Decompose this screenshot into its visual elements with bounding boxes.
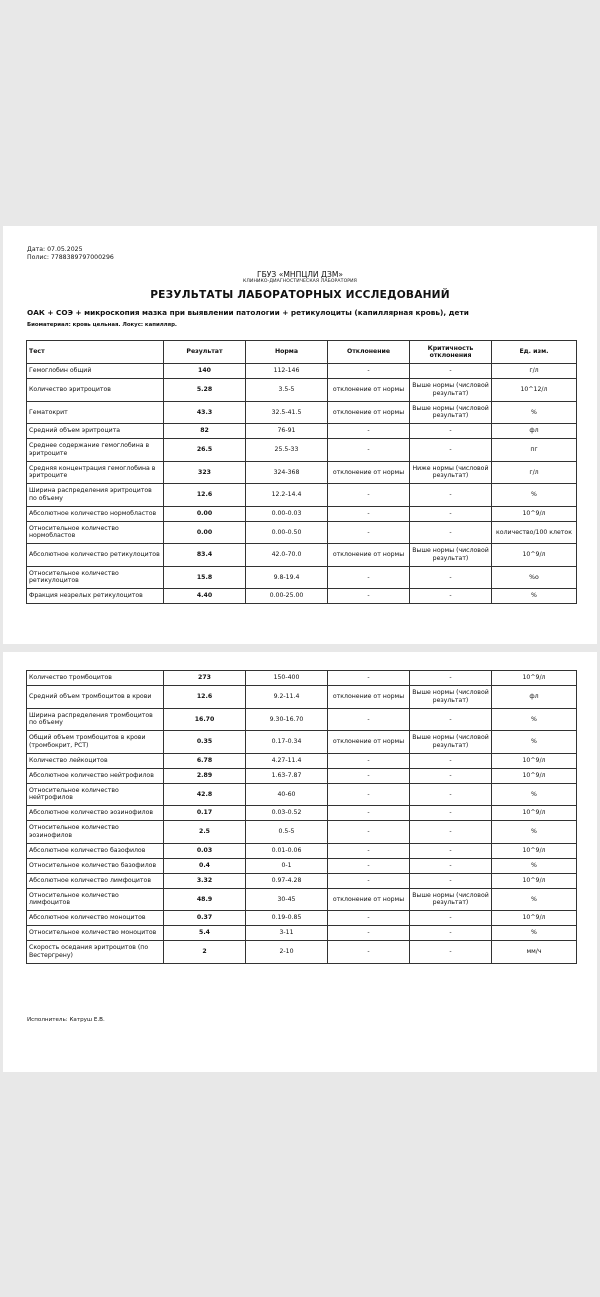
- norm-cell: 42.0-70.0: [246, 544, 328, 567]
- table-row: [27, 911, 577, 926]
- test-name-cell: Абсолютное количество лимфоцитов: [27, 873, 164, 888]
- criticality-cell: -: [410, 364, 492, 379]
- criticality-cell: -: [410, 506, 492, 521]
- criticality-cell: -: [410, 941, 492, 964]
- test-name-cell: Ширина распределения эритроцитов по объему: [27, 484, 164, 507]
- table-row: [27, 783, 577, 806]
- result-cell: 48.9: [164, 888, 246, 911]
- criticality-cell: -: [410, 806, 492, 821]
- norm-cell: 0.00-0.03: [246, 506, 328, 521]
- test-name-cell: Относительное количество базофилов: [27, 858, 164, 873]
- unit-cell: %: [492, 401, 577, 424]
- norm-cell: 32.5-41.5: [246, 401, 328, 424]
- norm-cell: 0.97-4.28: [246, 873, 328, 888]
- result-cell: 26.5: [164, 439, 246, 462]
- table-row: [27, 424, 577, 439]
- criticality-cell: -: [410, 671, 492, 686]
- deviation-cell: -: [328, 873, 410, 888]
- norm-cell: 0.01-0.06: [246, 843, 328, 858]
- criticality-cell: -: [410, 783, 492, 806]
- result-cell: 0.37: [164, 911, 246, 926]
- result-cell: 323: [164, 461, 246, 484]
- test-name-cell: Относительное количество нормобластов: [27, 521, 164, 544]
- result-cell: 2.89: [164, 768, 246, 783]
- unit-cell: %: [492, 589, 577, 604]
- result-cell: 15.8: [164, 566, 246, 589]
- deviation-cell: -: [328, 589, 410, 604]
- deviation-cell: отклонение от нормы: [328, 731, 410, 754]
- test-name-cell: Абсолютное количество эозинофилов: [27, 806, 164, 821]
- deviation-cell: -: [328, 439, 410, 462]
- norm-cell: 0.17-0.34: [246, 731, 328, 754]
- deviation-cell: -: [328, 506, 410, 521]
- unit-cell: количество/100 клеток: [492, 521, 577, 544]
- deviation-cell: -: [328, 424, 410, 439]
- unit-cell: %: [492, 731, 577, 754]
- biomaterial-info: Биоматериал: кровь цельная. Локус: капилляр.: [27, 322, 177, 328]
- unit-cell: %: [492, 858, 577, 873]
- norm-cell: 3-11: [246, 926, 328, 941]
- norm-cell: 1.63-7.87: [246, 768, 328, 783]
- result-cell: 140: [164, 364, 246, 379]
- norm-cell: 9.2-11.4: [246, 686, 328, 709]
- table-row: [27, 544, 577, 567]
- result-cell: 12.6: [164, 484, 246, 507]
- test-name-cell: Количество лейкоцитов: [27, 753, 164, 768]
- deviation-cell: -: [328, 566, 410, 589]
- deviation-cell: -: [328, 671, 410, 686]
- study-name: ОАК + СОЭ + микроскопия мазка при выявлении патологии + ретикулоциты (капиллярная кровь), дети: [27, 308, 469, 317]
- test-name-cell: Абсолютное количество ретикулоцитов: [27, 544, 164, 567]
- report-title: РЕЗУЛЬТАТЫ ЛАБОРАТОРНЫХ ИССЛЕДОВАНИЙ: [150, 289, 450, 301]
- deviation-cell: -: [328, 926, 410, 941]
- norm-cell: 9.8-19.4: [246, 566, 328, 589]
- table-row: [27, 461, 577, 484]
- report-date: Дата: 07.05.2025: [27, 246, 83, 253]
- column-header-unit: Ед. изм.: [492, 341, 577, 364]
- unit-cell: %: [492, 926, 577, 941]
- test-name-cell: Относительное количество эозинофилов: [27, 821, 164, 844]
- unit-cell: 10^9/л: [492, 671, 577, 686]
- unit-cell: 10^9/л: [492, 544, 577, 567]
- criticality-cell: -: [410, 424, 492, 439]
- norm-cell: 0.19-0.85: [246, 911, 328, 926]
- table-row: [27, 401, 577, 424]
- result-cell: 12.6: [164, 686, 246, 709]
- unit-cell: 10^9/л: [492, 768, 577, 783]
- result-cell: 273: [164, 671, 246, 686]
- criticality-cell: Ниже нормы (числовой результат): [410, 461, 492, 484]
- deviation-cell: -: [328, 783, 410, 806]
- unit-cell: %: [492, 888, 577, 911]
- test-name-cell: Ширина распределения тромбоцитов по объему: [27, 708, 164, 731]
- deviation-cell: -: [328, 911, 410, 926]
- criticality-cell: -: [410, 911, 492, 926]
- table-row: [27, 506, 577, 521]
- test-name-cell: Средний объем тромбоцитов в крови: [27, 686, 164, 709]
- unit-cell: %: [492, 821, 577, 844]
- table-row: [27, 671, 577, 686]
- criticality-cell: -: [410, 753, 492, 768]
- criticality-cell: Выше нормы (числовой результат): [410, 379, 492, 402]
- norm-cell: 112-146: [246, 364, 328, 379]
- test-name-cell: Относительное количество ретикулоцитов: [27, 566, 164, 589]
- unit-cell: пг: [492, 439, 577, 462]
- unit-cell: г/л: [492, 461, 577, 484]
- unit-cell: 10^12/л: [492, 379, 577, 402]
- criticality-cell: -: [410, 708, 492, 731]
- result-cell: 5.4: [164, 926, 246, 941]
- test-name-cell: Фракция незрелых ретикулоцитов: [27, 589, 164, 604]
- table-header-row: [27, 341, 577, 364]
- norm-cell: 150-400: [246, 671, 328, 686]
- column-header-criticality: Критичность отклонения: [410, 341, 492, 364]
- result-cell: 0.00: [164, 521, 246, 544]
- test-name-cell: Относительное количество нейтрофилов: [27, 783, 164, 806]
- deviation-cell: отклонение от нормы: [328, 461, 410, 484]
- executor-name: Исполнитель: Катруш Е.В.: [27, 1017, 105, 1023]
- unit-cell: 10^9/л: [492, 873, 577, 888]
- table-row: [27, 731, 577, 754]
- unit-cell: %: [492, 708, 577, 731]
- deviation-cell: -: [328, 753, 410, 768]
- criticality-cell: -: [410, 843, 492, 858]
- test-name-cell: Количество эритроцитов: [27, 379, 164, 402]
- norm-cell: 0.00-25.00: [246, 589, 328, 604]
- test-name-cell: Абсолютное количество нейтрофилов: [27, 768, 164, 783]
- organization-name: ГБУЗ «МНПЦЛИ ДЗМ»: [256, 270, 344, 279]
- results-table-2: [26, 670, 577, 964]
- table-row: [27, 926, 577, 941]
- norm-cell: 76-91: [246, 424, 328, 439]
- result-cell: 5.28: [164, 379, 246, 402]
- criticality-cell: Выше нормы (числовой результат): [410, 401, 492, 424]
- criticality-cell: -: [410, 873, 492, 888]
- table-row: [27, 941, 577, 964]
- criticality-cell: Выше нормы (числовой результат): [410, 686, 492, 709]
- test-name-cell: Количество тромбоцитов: [27, 671, 164, 686]
- table-row: [27, 753, 577, 768]
- result-cell: 0.4: [164, 858, 246, 873]
- criticality-cell: -: [410, 768, 492, 783]
- test-name-cell: Абсолютное количество нормобластов: [27, 506, 164, 521]
- unit-cell: 10^9/л: [492, 506, 577, 521]
- result-cell: 4.40: [164, 589, 246, 604]
- column-header-deviation: Отклонение: [328, 341, 410, 364]
- table-row: [27, 484, 577, 507]
- deviation-cell: -: [328, 521, 410, 544]
- unit-cell: г/л: [492, 364, 577, 379]
- test-name-cell: Абсолютное количество моноцитов: [27, 911, 164, 926]
- result-cell: 43.3: [164, 401, 246, 424]
- result-cell: 3.32: [164, 873, 246, 888]
- norm-cell: 12.2-14.4: [246, 484, 328, 507]
- deviation-cell: отклонение от нормы: [328, 888, 410, 911]
- result-cell: 6.78: [164, 753, 246, 768]
- unit-cell: фл: [492, 686, 577, 709]
- result-cell: 82: [164, 424, 246, 439]
- deviation-cell: -: [328, 858, 410, 873]
- norm-cell: 0.03-0.52: [246, 806, 328, 821]
- norm-cell: 0.00-0.50: [246, 521, 328, 544]
- criticality-cell: -: [410, 589, 492, 604]
- deviation-cell: -: [328, 484, 410, 507]
- deviation-cell: -: [328, 941, 410, 964]
- result-cell: 16.70: [164, 708, 246, 731]
- deviation-cell: -: [328, 806, 410, 821]
- test-name-cell: Гемоглобин общий: [27, 364, 164, 379]
- result-cell: 0.17: [164, 806, 246, 821]
- result-cell: 2.5: [164, 821, 246, 844]
- test-name-cell: Среднее содержание гемоглобина в эритроците: [27, 439, 164, 462]
- unit-cell: %: [492, 484, 577, 507]
- test-name-cell: Общий объем тромбоцитов в крови (тромбокрит, PCT): [27, 731, 164, 754]
- laboratory-name: КЛИНИКО-ДИАГНОСТИЧЕСКАЯ ЛАБОРАТОРИЯ: [243, 279, 357, 284]
- result-cell: 0.03: [164, 843, 246, 858]
- deviation-cell: отклонение от нормы: [328, 686, 410, 709]
- table-row: [27, 821, 577, 844]
- norm-cell: 25.5-33: [246, 439, 328, 462]
- norm-cell: 324-368: [246, 461, 328, 484]
- column-header-result: Результат: [164, 341, 246, 364]
- table-row: [27, 521, 577, 544]
- table-row: [27, 768, 577, 783]
- criticality-cell: Выше нормы (числовой результат): [410, 731, 492, 754]
- table-row: [27, 566, 577, 589]
- report-page-1: [3, 226, 597, 644]
- table-row: [27, 589, 577, 604]
- table-row: [27, 708, 577, 731]
- criticality-cell: Выше нормы (числовой результат): [410, 544, 492, 567]
- test-name-cell: Относительное количество моноцитов: [27, 926, 164, 941]
- results-table-1: [26, 340, 577, 604]
- norm-cell: 30-45: [246, 888, 328, 911]
- norm-cell: 2-10: [246, 941, 328, 964]
- norm-cell: 40-60: [246, 783, 328, 806]
- policy-number: Полис: 7788389797000296: [27, 254, 114, 261]
- criticality-cell: Выше нормы (числовой результат): [410, 888, 492, 911]
- deviation-cell: -: [328, 821, 410, 844]
- deviation-cell: отклонение от нормы: [328, 544, 410, 567]
- unit-cell: %o: [492, 566, 577, 589]
- unit-cell: %: [492, 783, 577, 806]
- result-cell: 42.8: [164, 783, 246, 806]
- criticality-cell: -: [410, 521, 492, 544]
- result-cell: 2: [164, 941, 246, 964]
- norm-cell: 4.27-11.4: [246, 753, 328, 768]
- test-name-cell: Абсолютное количество базофилов: [27, 843, 164, 858]
- criticality-cell: -: [410, 926, 492, 941]
- test-name-cell: Средняя концентрация гемоглобина в эритроците: [27, 461, 164, 484]
- criticality-cell: -: [410, 821, 492, 844]
- deviation-cell: -: [328, 708, 410, 731]
- deviation-cell: отклонение от нормы: [328, 401, 410, 424]
- test-name-cell: Скорость оседания эритроцитов (по Вестергрену): [27, 941, 164, 964]
- test-name-cell: Относительное количество лимфоцитов: [27, 888, 164, 911]
- column-header-norm: Норма: [246, 341, 328, 364]
- unit-cell: 10^9/л: [492, 911, 577, 926]
- result-cell: 0.35: [164, 731, 246, 754]
- norm-cell: 3.5-5: [246, 379, 328, 402]
- criticality-cell: -: [410, 858, 492, 873]
- unit-cell: фл: [492, 424, 577, 439]
- table-row: [27, 686, 577, 709]
- report-page-2: [3, 652, 597, 1072]
- test-name-cell: Средний объем эритроцита: [27, 424, 164, 439]
- table-row: [27, 858, 577, 873]
- table-row: [27, 806, 577, 821]
- criticality-cell: -: [410, 566, 492, 589]
- table-row: [27, 439, 577, 462]
- table-row: [27, 843, 577, 858]
- norm-cell: 0-1: [246, 858, 328, 873]
- column-header-test: Тест: [27, 341, 164, 364]
- table-row: [27, 379, 577, 402]
- unit-cell: 10^9/л: [492, 843, 577, 858]
- unit-cell: 10^9/л: [492, 806, 577, 821]
- criticality-cell: -: [410, 439, 492, 462]
- deviation-cell: -: [328, 843, 410, 858]
- test-name-cell: Гематокрит: [27, 401, 164, 424]
- unit-cell: 10^9/л: [492, 753, 577, 768]
- table-row: [27, 873, 577, 888]
- result-cell: 0.00: [164, 506, 246, 521]
- criticality-cell: -: [410, 484, 492, 507]
- table-row: [27, 364, 577, 379]
- deviation-cell: отклонение от нормы: [328, 379, 410, 402]
- table-row: [27, 888, 577, 911]
- norm-cell: 0.5-5: [246, 821, 328, 844]
- unit-cell: мм/ч: [492, 941, 577, 964]
- deviation-cell: -: [328, 364, 410, 379]
- result-cell: 83.4: [164, 544, 246, 567]
- norm-cell: 9.30-16.70: [246, 708, 328, 731]
- deviation-cell: -: [328, 768, 410, 783]
